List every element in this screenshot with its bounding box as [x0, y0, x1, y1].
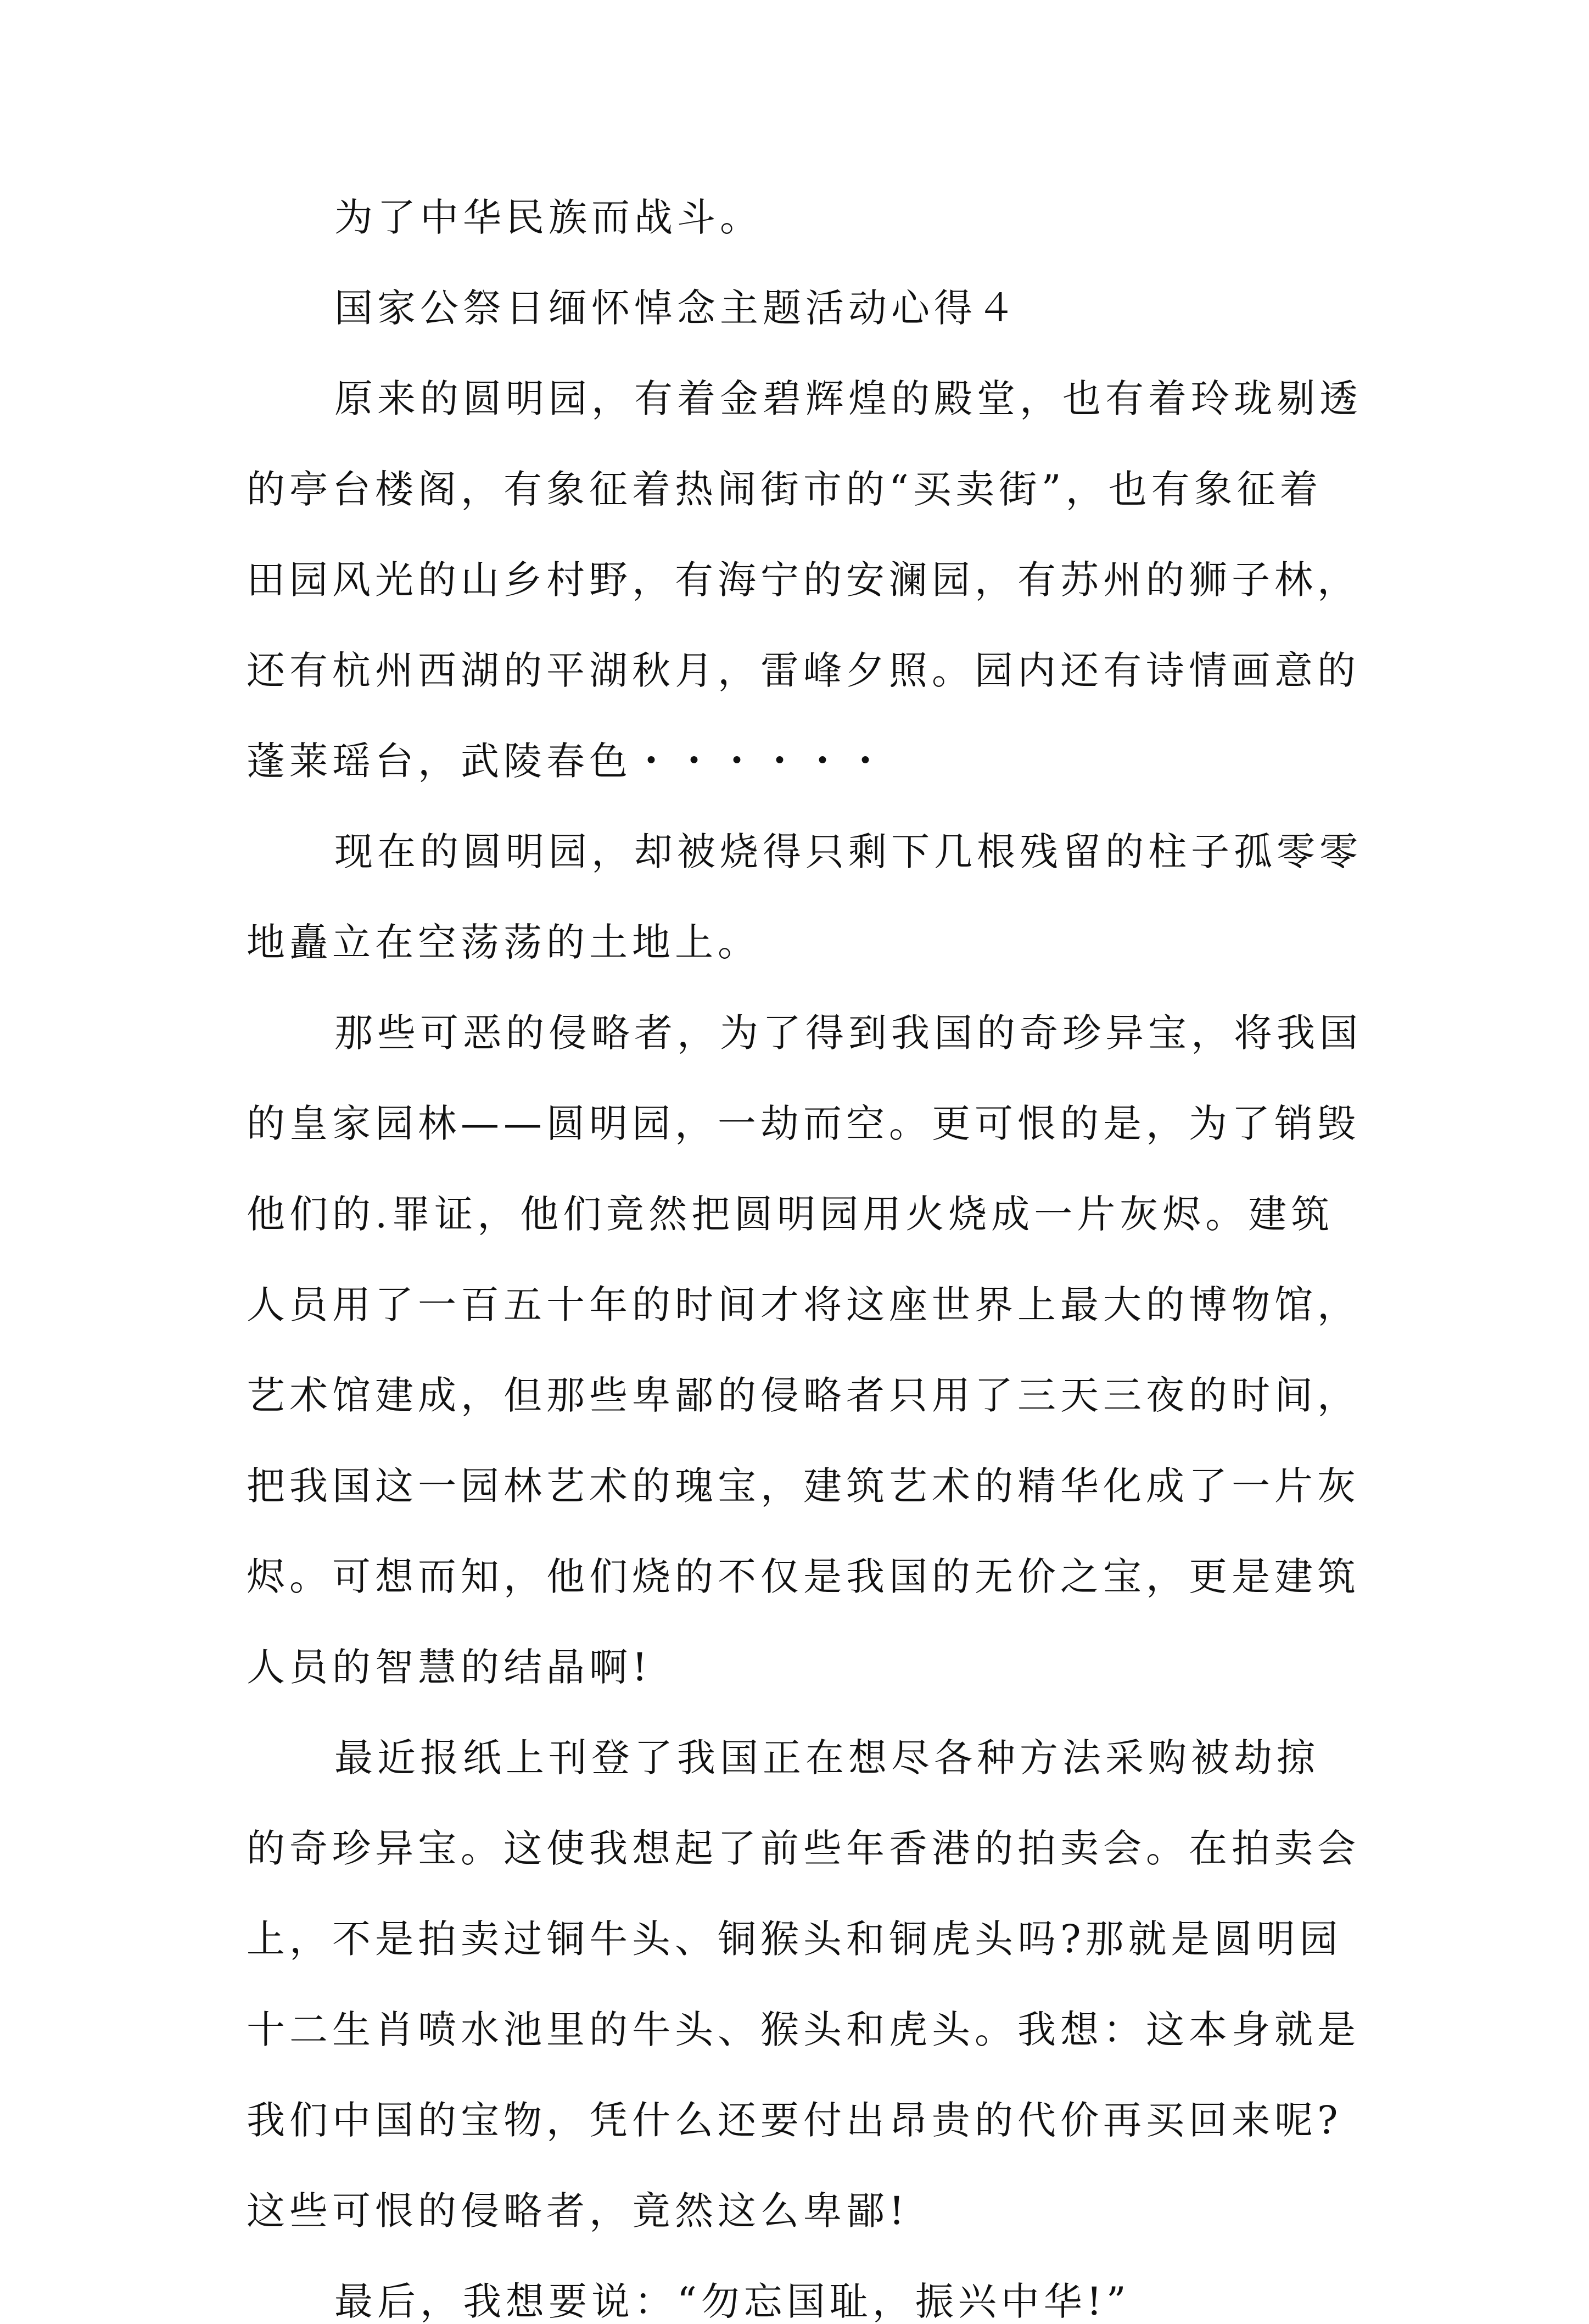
- paragraph-2-line-1: 现在的圆明园，却被烧得只剩下几根残留的柱子孤零零: [334, 829, 1362, 874]
- paragraph-1-line-4: 还有杭州西湖的平湖秋月，雷峰夕照。园内还有诗情画意的: [247, 648, 1360, 693]
- section-heading: 国家公祭日缅怀悼念主题活动心得４: [334, 286, 1020, 331]
- paragraph-3-line-4: 人员用了一百五十年的时间才将这座世界上最大的博物馆，: [247, 1282, 1360, 1327]
- document-body: [247, 195, 1361, 2324]
- paragraph-1-line-3: 田园风光的山乡村野，有海宁的安澜园，有苏州的狮子林，: [247, 557, 1360, 602]
- closing-line-previous-section: 为了中华民族而战斗。: [334, 195, 763, 240]
- paragraph-3-line-5: 艺术馆建成，但那些卑鄙的侵略者只用了三天三夜的时间，: [247, 1373, 1360, 1418]
- paragraph-4-line-2: 的奇珍异宝。这使我想起了前些年香港的拍卖会。在拍卖会: [247, 1826, 1360, 1871]
- paragraph-4-line-6: 这些可恨的侵略者，竟然这么卑鄙!: [247, 2188, 909, 2233]
- paragraph-1-line-2: 的亭台楼阁，有象征着热闹街市的“买卖街”，也有象征着: [247, 467, 1323, 512]
- paragraph-4-line-5: 我们中国的宝物，凭什么还要付出昂贵的代价再买回来呢?: [247, 2098, 1342, 2143]
- paragraph-1-line-5: 蓬莱瑶台，武陵春色・・・・・・: [247, 739, 889, 784]
- paragraph-1-line-1: 原来的圆明园，有着金碧辉煌的殿堂，也有着玲珑剔透: [334, 376, 1362, 421]
- closing-paragraph: 最后，我想要说：“勿忘国耻，振兴中华!”: [334, 2279, 1131, 2324]
- paragraph-4-line-4: 十二生肖喷水池里的牛头、猴头和虎头。我想：这本身就是: [247, 2007, 1360, 2052]
- paragraph-4-line-3: 上，不是拍卖过铜牛头、铜猴头和铜虎头吗?那就是圆明园: [247, 1917, 1342, 1962]
- paragraph-3-line-3: 他们的.罪证，他们竟然把圆明园用火烧成一片灰烬。建筑: [247, 1192, 1334, 1237]
- paragraph-3-line-7: 烬。可想而知，他们烧的不仅是我国的无价之宝，更是建筑: [247, 1554, 1360, 1599]
- paragraph-4-line-1: 最近报纸上刊登了我国正在想尽各种方法采购被劫掠: [334, 1735, 1319, 1780]
- paragraph-3-line-8: 人员的智慧的结晶啊!: [247, 1645, 652, 1690]
- paragraph-3-line-2: 的皇家园林——圆明园，一劫而空。更可恨的是，为了销毁: [247, 1101, 1360, 1146]
- paragraph-3-line-6: 把我国这一园林艺术的瑰宝，建筑艺术的精华化成了一片灰: [247, 1463, 1360, 1509]
- paragraph-2-line-2: 地矗立在空荡荡的土地上。: [247, 920, 760, 965]
- paragraph-3-line-1: 那些可恶的侵略者，为了得到我国的奇珍异宝，将我国: [334, 1010, 1362, 1055]
